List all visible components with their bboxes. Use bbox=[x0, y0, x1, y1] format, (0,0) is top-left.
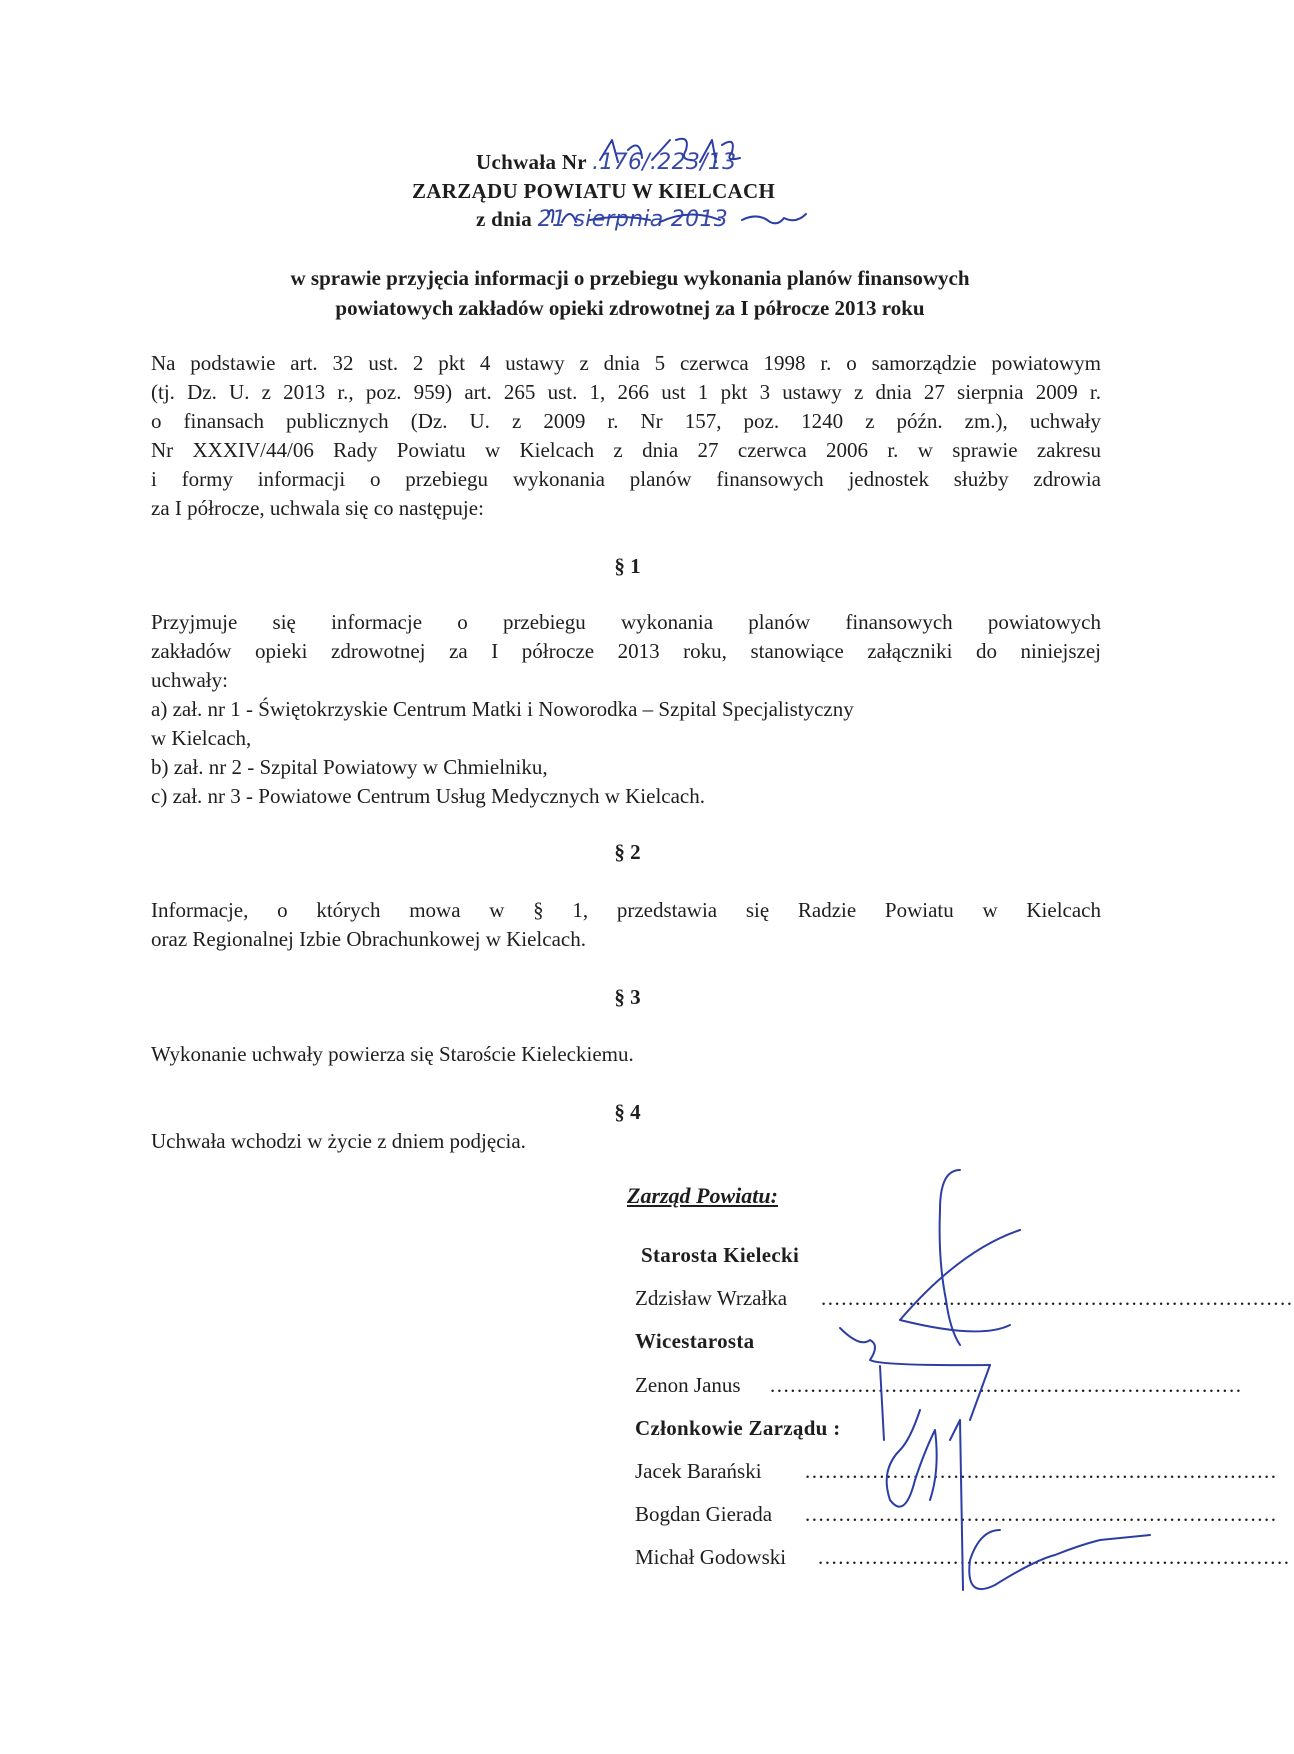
resolution-subject bbox=[150, 263, 1110, 323]
vice-signature-stroke bbox=[840, 1328, 990, 1365]
preamble-line: za I półrocze, uchwala się co następuje: bbox=[151, 496, 484, 520]
list-item: b) zał. nr 2 - Szpital Powiatowy w Chmielniku, bbox=[151, 755, 548, 779]
section-4-text: Uchwała wchodzi w życie z dniem podjęcia. bbox=[151, 1129, 526, 1153]
section-3-heading: § 3 bbox=[614, 985, 641, 1009]
preamble-line: i formy informacji o przebiegu wykonania planów finansowych jednostek służby zdrowia bbox=[151, 467, 1101, 491]
resolution-label: Uchwała Nr bbox=[476, 150, 587, 174]
section-1-line: Przyjmuje się informacje o przebiegu wykonania planów finansowych powiatowych bbox=[151, 610, 1101, 634]
board-name: ZARZĄDU POWIATU W KIELCACH bbox=[412, 179, 776, 203]
starosta-signature-stroke bbox=[900, 1320, 1010, 1331]
attachments-list bbox=[151, 695, 854, 811]
member-name: Jacek Barański bbox=[635, 1459, 762, 1483]
subject-line: w sprawie przyjęcia informacji o przebiegu wykonania planów finansowych bbox=[290, 266, 970, 290]
signature-dots: ...................................................................... bbox=[805, 1502, 1278, 1526]
section-2-heading: § 2 bbox=[614, 840, 641, 864]
starosta-title: Starosta Kielecki bbox=[641, 1243, 800, 1267]
section-1-line: uchwały: bbox=[151, 668, 228, 692]
preamble-line: Nr XXXIV/44/06 Rady Powiatu w Kielcach z dnia 27 czerwca 2006 r. w sprawie zakresu bbox=[151, 438, 1101, 462]
list-item: c) zał. nr 3 - Powiatowe Centrum Usług Medycznych w Kielcach. bbox=[151, 784, 705, 808]
preamble bbox=[151, 349, 1101, 523]
date-handwritten: 21 sierpnia 2013 bbox=[537, 207, 729, 232]
board-label: Zarząd Powiatu: bbox=[627, 1183, 778, 1208]
resolution-number-handwritten: .176/.223/13 bbox=[592, 150, 737, 175]
section-2-text bbox=[151, 896, 1101, 954]
section-1-line: zakładów opieki zdrowotnej za I półrocze 2013 roku, stanowiące załączniki do niniejszej bbox=[151, 639, 1101, 663]
section-2-line: Informacje, o których mowa w § 1, przedstawia się Radzie Powiatu w Kielcach bbox=[151, 898, 1101, 922]
signature-dots: ...................................................................... bbox=[821, 1286, 1294, 1310]
members-title: Członkowie Zarządu : bbox=[635, 1416, 841, 1440]
vice-name: Zenon Janus bbox=[635, 1373, 741, 1397]
resolution-number-line bbox=[476, 150, 736, 175]
starosta-name: Zdzisław Wrzałka bbox=[635, 1286, 788, 1310]
date-label: z dnia bbox=[476, 207, 533, 231]
signature-dots: ...................................................................... bbox=[770, 1373, 1243, 1397]
preamble-line: Na podstawie art. 32 ust. 2 pkt 4 ustawy z dnia 5 czerwca 1998 r. o samorządzie powiatowym bbox=[151, 351, 1101, 375]
signature-dots: ...................................................................... bbox=[818, 1545, 1291, 1569]
preamble-line: (tj. Dz. U. z 2013 r., poz. 959) art. 265 ust. 1, 266 ust 1 pkt 3 ustawy z dnia 27 sierpnia 2009 r. bbox=[151, 380, 1101, 404]
preamble-line: o finansach publicznych (Dz. U. z 2009 r. Nr 157, poz. 1240 z późn. zm.), uchwały bbox=[151, 409, 1101, 433]
member-name: Michał Godowski bbox=[635, 1545, 787, 1569]
section-3-text: Wykonanie uchwały powierza się Staroście Kieleckiemu. bbox=[151, 1042, 634, 1066]
section-1-heading: § 1 bbox=[614, 554, 641, 578]
list-item: w Kielcach, bbox=[151, 726, 252, 750]
starosta-signature-stroke bbox=[940, 1170, 960, 1345]
signature-dots: ...................................................................... bbox=[805, 1459, 1278, 1483]
date-line bbox=[476, 207, 728, 232]
vice-title: Wicestarosta bbox=[635, 1329, 755, 1353]
list-item: a) zał. nr 1 - Świętokrzyskie Centrum Matki i Noworodka – Szpital Specjalistyczny bbox=[151, 697, 854, 721]
member-name: Bogdan Gierada bbox=[635, 1502, 773, 1526]
subject-line: powiatowych zakładów opieki zdrowotnej za I półrocze 2013 roku bbox=[335, 296, 925, 320]
section-4-heading: § 4 bbox=[614, 1100, 641, 1124]
section-1-text bbox=[151, 608, 1101, 695]
section-2-line: oraz Regionalnej Izbie Obrachunkowej w Kielcach. bbox=[151, 927, 586, 951]
